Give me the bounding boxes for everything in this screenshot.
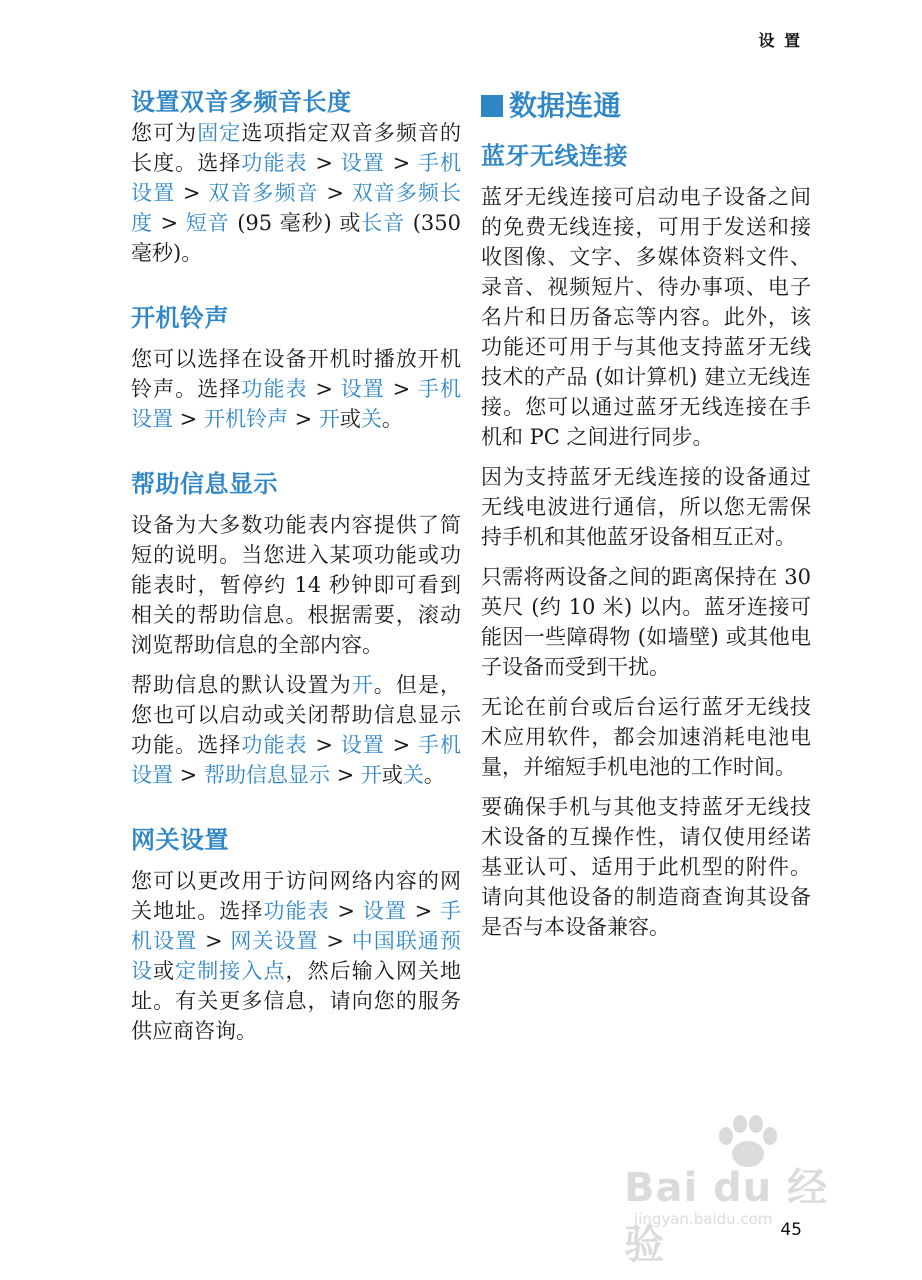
menu-keyword: 手机设置: [131, 151, 462, 205]
text: >: [384, 151, 418, 175]
menu-keyword: 设置: [362, 899, 407, 923]
paragraph-gateway: [131, 866, 461, 1046]
page-number: 45: [780, 1220, 802, 1240]
menu-keyword: 开: [351, 673, 374, 697]
section-title-help-display: 帮助信息显示: [131, 470, 278, 498]
menu-keyword: 功能表: [241, 151, 308, 175]
text: >: [173, 763, 204, 787]
paragraph-bluetooth-2: 因为支持蓝牙无线连接的设备通过无线电波进行通信，所以您无需保持手机和其他蓝牙设备相互正对。: [481, 465, 811, 549]
text: 选项指定双音多频音的长度。选择: [131, 121, 462, 175]
running-header: 设 置: [758, 31, 802, 50]
text: 帮助信息的默认设置为: [131, 673, 352, 697]
menu-keyword: 网关设置: [230, 929, 319, 953]
menu-keyword: 帮助信息显示: [203, 763, 330, 787]
text: 。但是，您也可以启动或关闭帮助信息显示功能。选择: [131, 673, 462, 757]
left-column: [131, 86, 461, 1046]
text: 。: [423, 763, 445, 787]
text: >: [329, 763, 361, 787]
section-title-startup-tone: 开机铃声: [131, 304, 229, 332]
paragraph-startup-tone: [131, 344, 461, 434]
paragraph-help-intro: 设备为大多数功能表内容提供了简短的说明。当您进入某项功能或功能表时，暂停约 14 秒钟即可看到相关的帮助信息。根据需要，滚动浏览帮助信息的全部内容。: [131, 513, 461, 657]
text: (95 毫秒) 或: [229, 211, 362, 235]
text: 或: [339, 407, 361, 431]
menu-keyword: 关: [360, 407, 382, 431]
text: (350 毫秒)。: [131, 211, 462, 265]
paragraph-dtmf-length: [131, 118, 461, 268]
paragraph-bluetooth-4: 无论在前台或后台运行蓝牙无线技术应用软件，都会加速消耗电池电量，并缩短手机电池的工作时间。: [481, 695, 811, 779]
menu-keyword: 功能表: [241, 733, 308, 757]
menu-keyword: 手机设置: [131, 899, 461, 953]
menu-keyword: 开: [360, 763, 382, 787]
menu-keyword: 双音多频长度: [131, 181, 462, 235]
menu-keyword: 设置: [340, 151, 385, 175]
chapter-title: [481, 86, 811, 126]
menu-keyword: 手机设置: [131, 377, 462, 431]
paragraph-bluetooth-5: 要确保手机与其他支持蓝牙无线技术设备的互操作性，请仅使用经诺基亚认可、适用于此机型的附件。请向其他设备的制造商查询其设备是否与本设备兼容。: [481, 795, 811, 939]
menu-keyword: 功能表: [241, 377, 308, 401]
watermark-brand: Bai du 经验: [624, 1165, 829, 1268]
text: 。: [381, 407, 403, 431]
text: 或: [381, 763, 403, 787]
menu-keyword: 设置: [340, 377, 385, 401]
text: >: [307, 733, 341, 757]
text: >: [406, 899, 440, 923]
text: >: [329, 899, 363, 923]
text: >: [318, 929, 352, 953]
menu-keyword: 短音: [185, 211, 230, 235]
baidu-watermark: [624, 1114, 844, 1268]
text: >: [175, 181, 209, 205]
text: >: [384, 733, 418, 757]
menu-keyword: 定制接入点: [175, 959, 286, 983]
text: >: [307, 151, 341, 175]
menu-keyword: 双音多频音: [208, 181, 319, 205]
text: >: [287, 407, 319, 431]
menu-keyword: 设置: [340, 733, 385, 757]
text: >: [307, 377, 341, 401]
text: 或: [153, 959, 176, 983]
menu-keyword: 关: [402, 763, 424, 787]
text: >: [152, 211, 186, 235]
text: >: [173, 407, 204, 431]
paragraph-bluetooth-3: 只需将两设备之间的距离保持在 30 英尺 (约 10 米) 以内。蓝牙连接可能因一些障碍物 (如墙壁) 或其他电子设备而受到干扰。: [481, 565, 811, 679]
right-column: [481, 86, 811, 942]
menu-keyword: 功能表: [263, 899, 330, 923]
paragraph-help-setting: [131, 670, 461, 790]
text: 您可以更改用于访问网络内容的网关地址。选择: [131, 869, 461, 923]
section-title-gateway: 网关设置: [131, 826, 229, 854]
menu-keyword: 长音: [361, 211, 406, 235]
chapter-title-text: 数据连通: [509, 89, 622, 122]
square-bullet-icon: [481, 95, 503, 117]
menu-keyword: 固定: [197, 121, 242, 145]
menu-keyword: 中国联通预设: [131, 929, 461, 983]
section-title-dtmf-length: 设置双音多频音长度: [131, 88, 352, 116]
section-title-bluetooth: 蓝牙无线连接: [481, 142, 628, 170]
text: >: [384, 377, 418, 401]
text: >: [318, 181, 352, 205]
paragraph-bluetooth-1: 蓝牙无线连接可启动电子设备之间的免费无线连接，可用于发送和接收图像、文字、多媒体资料文件、录音、视频短片、待办事项、电子名片和日历备忘等内容。此外，该功能还可用于与其他支持蓝牙无线技术的产品 (如计算机) 建立无线连接。您可以通过蓝牙无线连接在手机和 PC 之间进行同步。: [481, 185, 811, 449]
menu-keyword: 开机铃声: [203, 407, 288, 431]
text: 您可为: [131, 121, 198, 145]
text: 您可以选择在设备开机时播放开机铃声。选择: [131, 347, 461, 401]
text: ，然后输入网关地址。有关更多信息，请向您的服务供应商咨询。: [131, 959, 462, 1043]
text: >: [197, 929, 231, 953]
menu-keyword: 手机设置: [131, 733, 462, 787]
watermark-url: jingyan.baidu.com: [634, 1210, 773, 1228]
menu-keyword: 开: [318, 407, 340, 431]
